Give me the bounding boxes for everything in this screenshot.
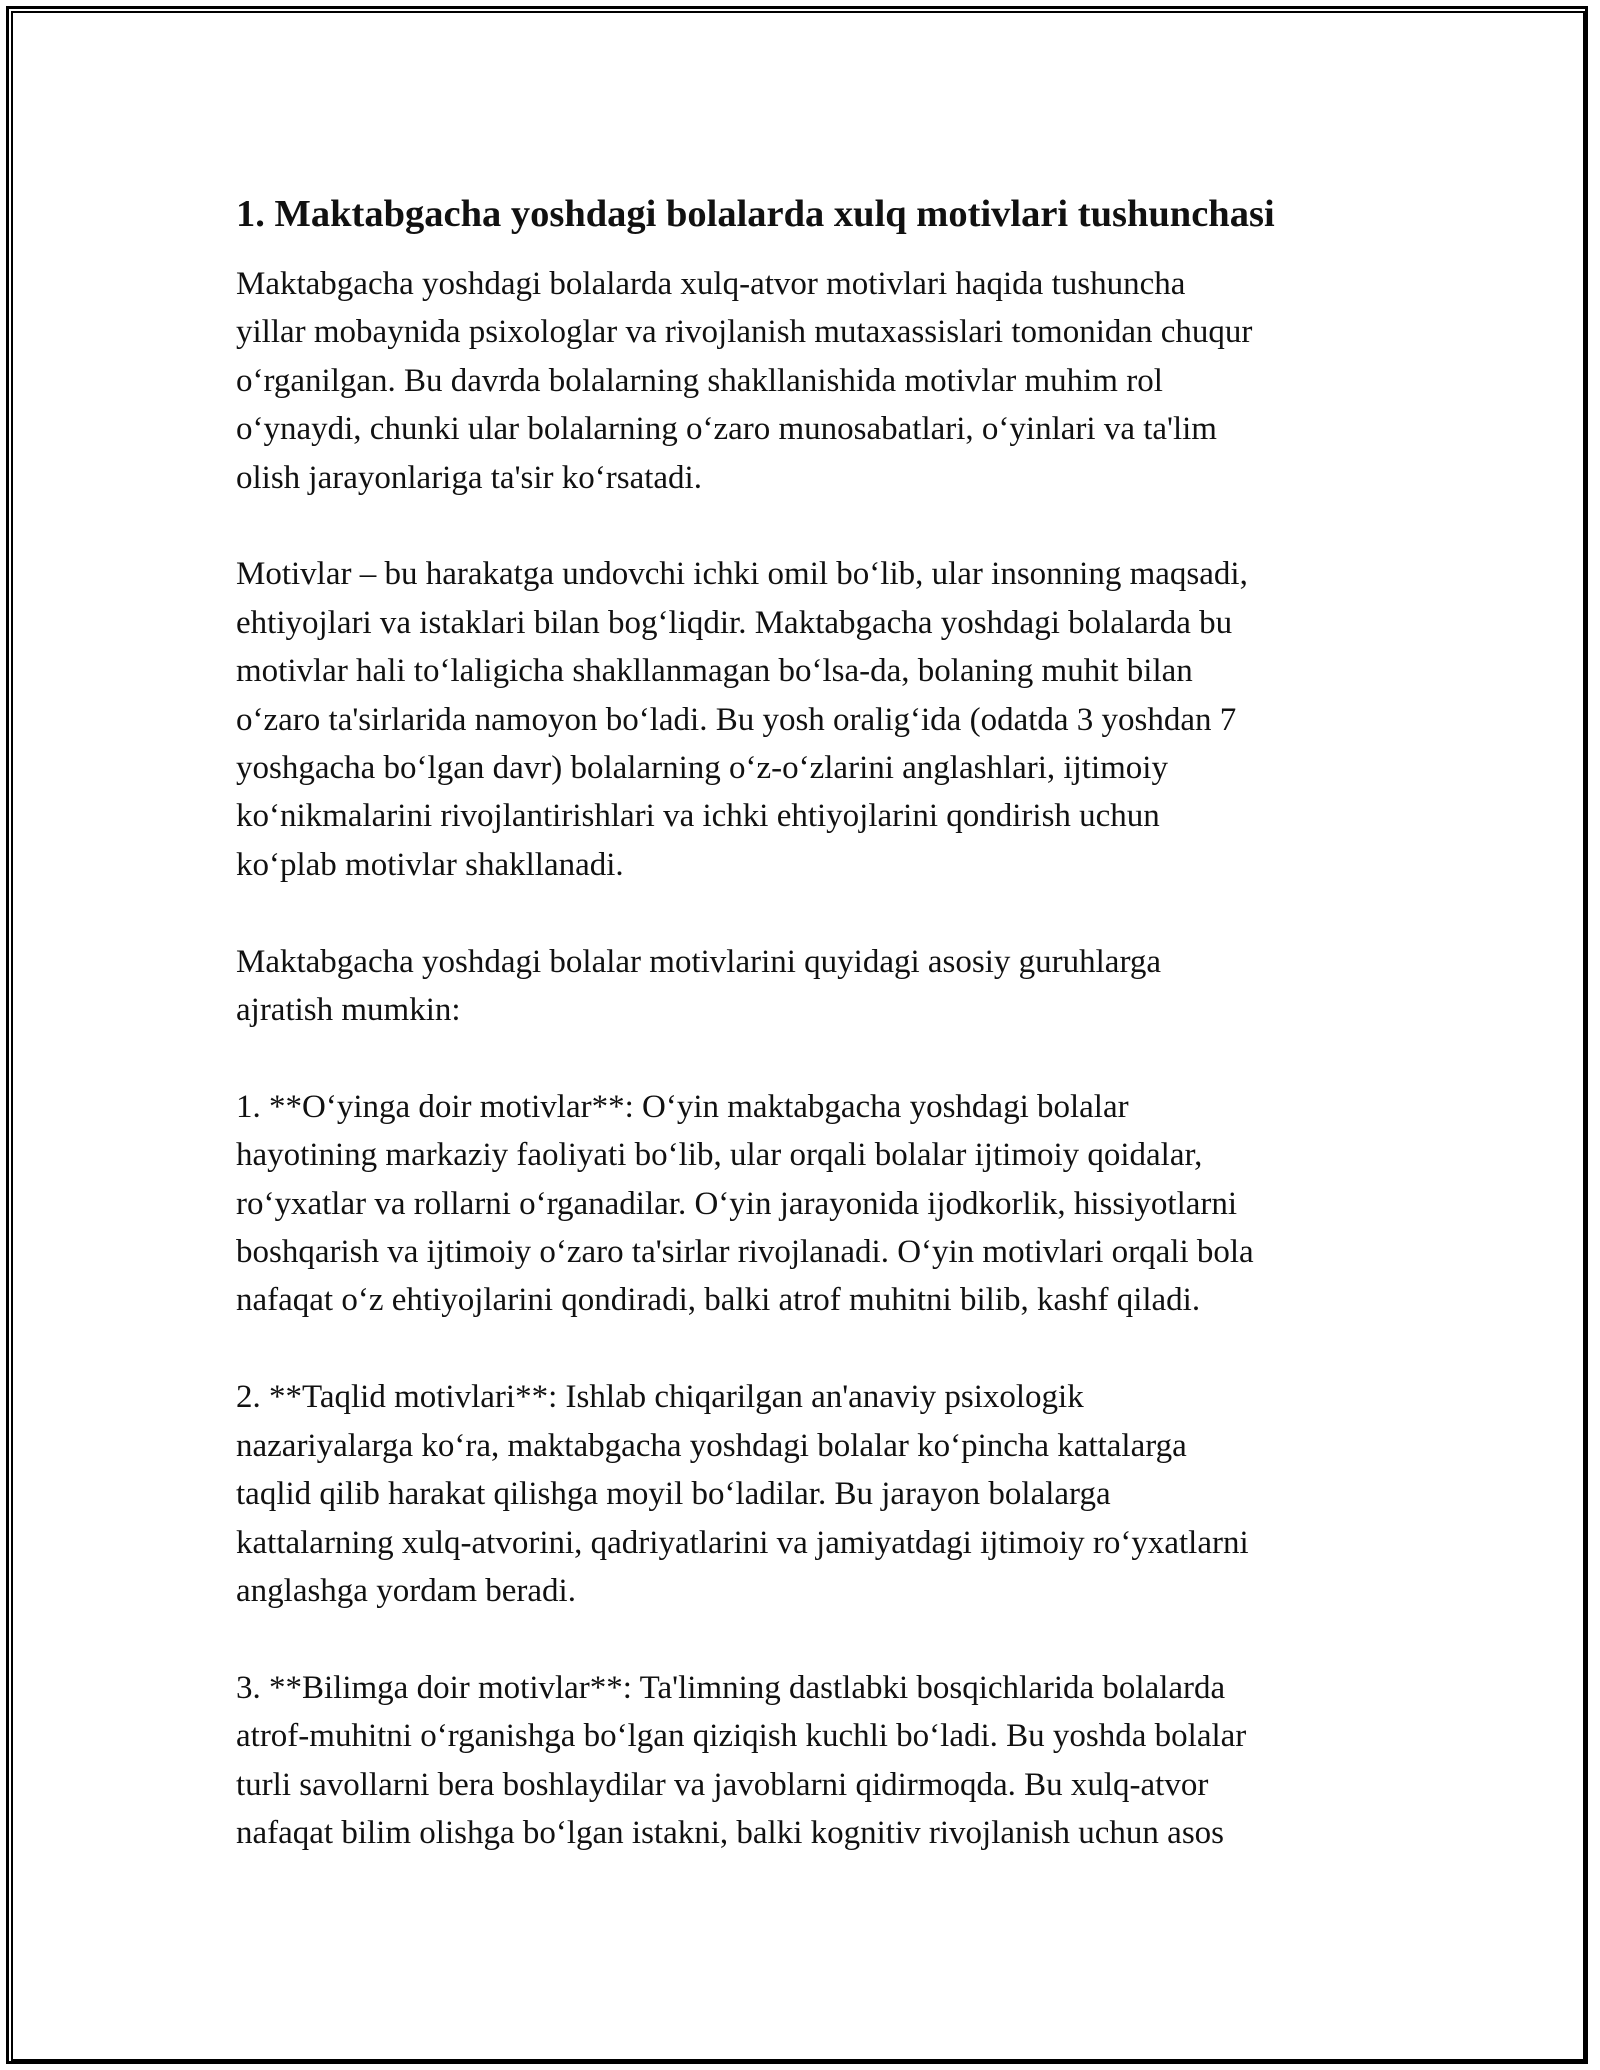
text-line: boshqarish va ijtimoiy o‘zaro ta'sirlar rivojlanadi. O‘yin motivlari orqali bola bbox=[236, 1234, 1254, 1271]
text-line: nafaqat o‘z ehtiyojlarini qondiradi, balki atrof muhitni bilib, kashf qiladi. bbox=[236, 1282, 1201, 1319]
text-line: yoshgacha bo‘lgan davr) bolalarning o‘z-o‘zlarini anglashlari, ijtimoiy bbox=[236, 750, 1168, 787]
paragraph-intro bbox=[236, 260, 1376, 502]
text-line: olish jarayonlariga ta'sir ko‘rsatadi. bbox=[236, 459, 702, 496]
text-line: ko‘nikmalarini rivojlantirishlari va ichki ehtiyojlarini qondirish uchun bbox=[236, 798, 1160, 835]
text-line: ajratish mumkin: bbox=[236, 992, 461, 1029]
text-line: 2. **Taqlid motivlari**: Ishlab chiqarilgan an'anaviy psixologik bbox=[236, 1379, 1084, 1416]
text-line: Maktabgacha yoshdagi bolalar motivlarini quyidagi asosiy guruhlarga bbox=[236, 943, 1161, 980]
text-line: motivlar hali to‘laligicha shakllanmagan bo‘lsa-da, bolaning muhit bilan bbox=[236, 653, 1193, 690]
paragraph-groups-intro bbox=[236, 938, 1376, 1035]
text-line: taqlid qilib harakat qilishga moyil bo‘ladilar. Bu jarayon bolalarga bbox=[236, 1476, 1111, 1513]
document-title: 1. Maktabgacha yoshdagi bolalarda xulq motivlari tushunchasi bbox=[236, 193, 1275, 235]
text-line: turli savollarni bera boshlaydilar va javoblarni qidirmoqda. Bu xulq-atvor bbox=[236, 1766, 1209, 1803]
text-line: 3. **Bilimga doir motivlar**: Ta'limning dastlabki bosqichlarida bolalarda bbox=[236, 1669, 1226, 1706]
text-line: ko‘plab motivlar shakllanadi. bbox=[236, 846, 624, 883]
paragraph-spacing bbox=[236, 502, 1376, 550]
text-line: 1. **O‘yinga doir motivlar**: O‘yin maktabgacha yoshdagi bolalar bbox=[236, 1088, 1129, 1125]
list-item-play-motives bbox=[236, 1083, 1376, 1325]
text-line: o‘ynaydi, chunki ular bolalarning o‘zaro munosabatlari, o‘yinlari va ta'lim bbox=[236, 411, 1217, 448]
text-line: o‘rganilgan. Bu davrda bolalarning shakllanishida motivlar muhim rol bbox=[236, 362, 1163, 399]
document-body bbox=[236, 186, 1376, 1857]
text-line: yillar mobaynida psixologlar va rivojlanish mutaxassislari tomonidan chuqur bbox=[236, 314, 1253, 351]
text-line: kattalarning xulq-atvorini, qadriyatlarini va jamiyatdagi ijtimoiy ro‘yxatlarni bbox=[236, 1524, 1249, 1561]
text-line: hayotining markaziy faoliyati bo‘lib, ular orqali bolalar ijtimoiy qoidalar, bbox=[236, 1137, 1203, 1174]
text-line: ro‘yxatlar va rollarni o‘rganadilar. O‘yin jarayonida ijodkorlik, hissiyotlarni bbox=[236, 1185, 1238, 1222]
paragraph-spacing bbox=[236, 1325, 1376, 1373]
paragraph-spacing bbox=[236, 1615, 1376, 1663]
list-item-imitation-motives bbox=[236, 1373, 1376, 1615]
paragraph-spacing bbox=[236, 1034, 1376, 1082]
text-line: Motivlar – bu harakatga undovchi ichki omil bo‘lib, ular insonning maqsadi, bbox=[236, 556, 1248, 593]
text-line: atrof-muhitni o‘rganishga bo‘lgan qiziqish kuchli bo‘ladi. Bu yoshda bolalar bbox=[236, 1718, 1247, 1755]
text-line: nazariyalarga ko‘ra, maktabgacha yoshdagi bolalar ko‘pincha kattalarga bbox=[236, 1427, 1187, 1464]
paragraph-motives-definition bbox=[236, 550, 1376, 889]
text-line: nafaqat bilim olishga bo‘lgan istakni, balki kognitiv rivojlanish uchun asos bbox=[236, 1814, 1225, 1851]
title-spacing bbox=[236, 242, 1376, 260]
text-line: o‘zaro ta'sirlarida namoyon bo‘ladi. Bu yosh oralig‘ida (odatda 3 yoshdan 7 bbox=[236, 701, 1237, 738]
text-line: Maktabgacha yoshdagi bolalarda xulq-atvor motivlari haqida tushuncha bbox=[236, 266, 1186, 302]
text-line: anglashga yordam beradi. bbox=[236, 1572, 576, 1609]
list-item-knowledge-motives bbox=[236, 1664, 1376, 1858]
text-line: ehtiyojlari va istaklari bilan bog‘liqdir. Maktabgacha yoshdagi bolalarda bu bbox=[236, 604, 1233, 641]
paragraph-spacing bbox=[236, 889, 1376, 937]
